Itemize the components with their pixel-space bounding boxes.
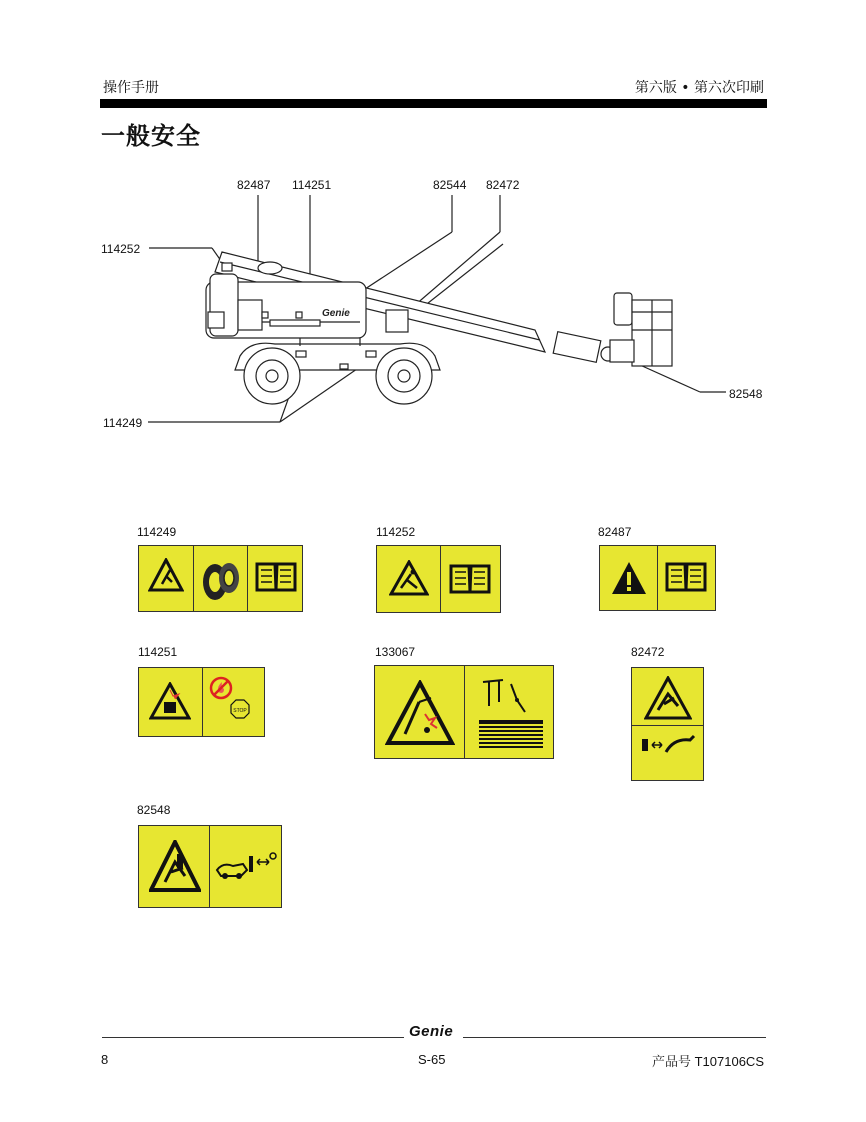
crush-hazard-warning-icon bbox=[644, 676, 692, 720]
callout-82487: 82487 bbox=[237, 178, 271, 192]
battery-explosion-warning-icon bbox=[149, 682, 191, 720]
decal-label-114249: 114249 bbox=[137, 525, 177, 539]
decal-label-82548: 82548 bbox=[137, 803, 171, 817]
callout-82472: 82472 bbox=[486, 178, 520, 192]
electrocution-warning-icon bbox=[385, 680, 455, 746]
callout-82544: 82544 bbox=[433, 178, 467, 192]
decal-82487 bbox=[599, 545, 716, 611]
crush-hazard-warning-icon bbox=[149, 840, 201, 894]
stay-clear-machine-icon bbox=[213, 848, 279, 884]
decal-label-82487: 82487 bbox=[598, 525, 632, 539]
power-line-clearance-chart-icon bbox=[475, 672, 549, 754]
callout-114251: 114251 bbox=[292, 178, 332, 192]
decal-label-82472: 82472 bbox=[631, 645, 665, 659]
decal-114252 bbox=[376, 545, 501, 613]
footer-model: S-65 bbox=[418, 1052, 446, 1067]
warning-triangle-icon bbox=[148, 558, 184, 592]
footer-rule-left bbox=[102, 1037, 404, 1038]
header-manual-title: 操作手册 bbox=[103, 80, 159, 96]
manual-book-icon bbox=[449, 562, 491, 596]
keep-clearance-icon bbox=[640, 732, 698, 758]
callout-114249: 114249 bbox=[103, 416, 143, 430]
footer-page-number: 8 bbox=[101, 1052, 109, 1067]
header-edition: 第六版 • 第六次印刷 bbox=[634, 80, 764, 96]
decal-133067 bbox=[374, 665, 554, 759]
footer-part-number: 产品号 T107106CS bbox=[652, 1054, 764, 1069]
callout-114252: 114252 bbox=[101, 242, 141, 256]
stop-sign-icon bbox=[229, 698, 251, 724]
warning-triangle-icon bbox=[389, 560, 429, 596]
footer-rule-right bbox=[463, 1037, 766, 1038]
svg-text:STOP: STOP bbox=[233, 708, 247, 714]
decal-82472 bbox=[631, 667, 704, 781]
page-title: 一般安全 bbox=[101, 122, 201, 150]
callout-82548: 82548 bbox=[729, 387, 763, 401]
warning-exclamation-icon bbox=[610, 560, 648, 596]
manual-book-icon bbox=[255, 560, 297, 594]
tire-icon bbox=[199, 556, 243, 604]
decal-114249 bbox=[138, 545, 303, 612]
decal-label-114252: 114252 bbox=[376, 525, 416, 539]
decal-82548 bbox=[138, 825, 282, 908]
machine-genie-logo: Genie bbox=[322, 308, 350, 319]
decal-label-133067: 133067 bbox=[375, 645, 416, 659]
footer-genie-logo: Genie bbox=[409, 1023, 454, 1040]
manual-book-icon bbox=[665, 560, 707, 594]
no-flame-icon bbox=[209, 676, 233, 700]
decal-114251 bbox=[138, 667, 265, 737]
decal-label-114251: 114251 bbox=[138, 645, 178, 659]
